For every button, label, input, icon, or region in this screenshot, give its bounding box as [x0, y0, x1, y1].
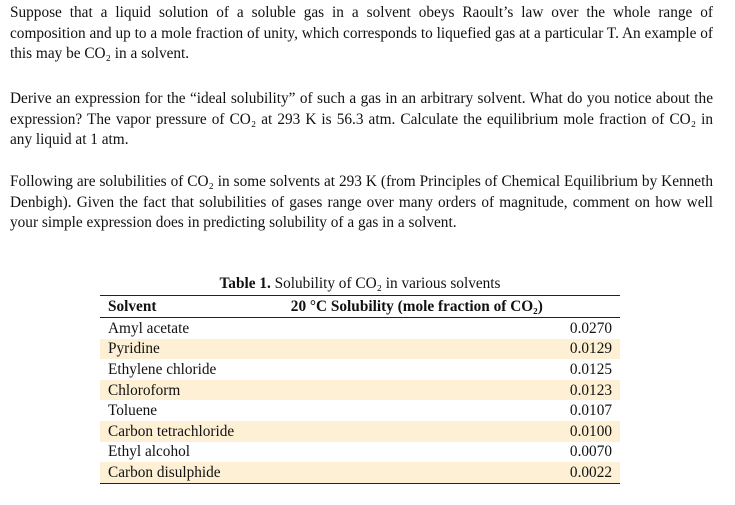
solubility-value: 0.0125	[569, 360, 612, 378]
table-row	[100, 339, 620, 360]
table-row	[100, 380, 620, 401]
solubility-value: 0.0129	[277, 339, 620, 360]
table-row	[100, 400, 620, 421]
table-row	[100, 318, 620, 339]
solubility-value: 0.0022	[277, 462, 620, 483]
solubility-table	[100, 295, 620, 484]
table-header-row	[100, 296, 620, 318]
table-row	[100, 359, 620, 380]
table-row	[100, 421, 620, 442]
solubility-value: 0.0123	[277, 380, 620, 401]
table-caption-label: Table 1.	[219, 275, 271, 292]
solvent-name: Toluene	[108, 402, 158, 420]
solvent-name: Pyridine	[100, 339, 277, 360]
header-solubility: 20 °C Solubility (mole fraction of CO₂)	[277, 296, 620, 318]
solvent-name: Carbon disulphide	[100, 462, 277, 483]
table-row	[100, 442, 620, 463]
solvent-name: Carbon tetrachloride	[100, 421, 277, 442]
solubility-value: 0.0100	[277, 421, 620, 442]
solubility-value: 0.0070	[569, 443, 612, 461]
solubility-paragraph: Following are solubilities of CO₂ in some solvents at 293 K (from Principles of Chemical Equilibrium by Kenneth Denbigh). Given the fact that solubilities of gases range over many orders of magnitude, comment on how well your simple expression does in predicting solubility of a gas in a solvent.	[10, 173, 713, 231]
table-caption-text: Solubility of CO₂ in various solvents	[274, 275, 501, 292]
question-paragraph: Derive an expression for the “ideal solubility” of such a gas in an arbitrary solvent. What do you notice about the expression? The vapor pressure of CO₂ at 293 K is 56.3 atm. Calculate the equilibrium mole fraction of CO₂ in any liquid at 1 atm.	[10, 90, 713, 148]
table-row	[100, 462, 620, 483]
intro-paragraph: Suppose that a liquid solution of a soluble gas in a solvent obeys Raoult’s law over the whole range of composition and up to a mole fraction of unity, which corresponds to liquefied gas at a particular T. An example of this may be CO₂ in a solvent.	[10, 4, 713, 62]
solubility-value: 0.0270	[569, 319, 612, 337]
solubility-value: 0.0107	[569, 402, 612, 420]
solvent-name: Ethyl alcohol	[108, 443, 190, 461]
solvent-name: Chloroform	[100, 380, 277, 401]
solvent-name: Amyl acetate	[108, 319, 190, 337]
header-solvent: Solvent	[100, 296, 277, 318]
solvent-name: Ethylene chloride	[108, 360, 217, 378]
table-caption	[100, 274, 620, 294]
